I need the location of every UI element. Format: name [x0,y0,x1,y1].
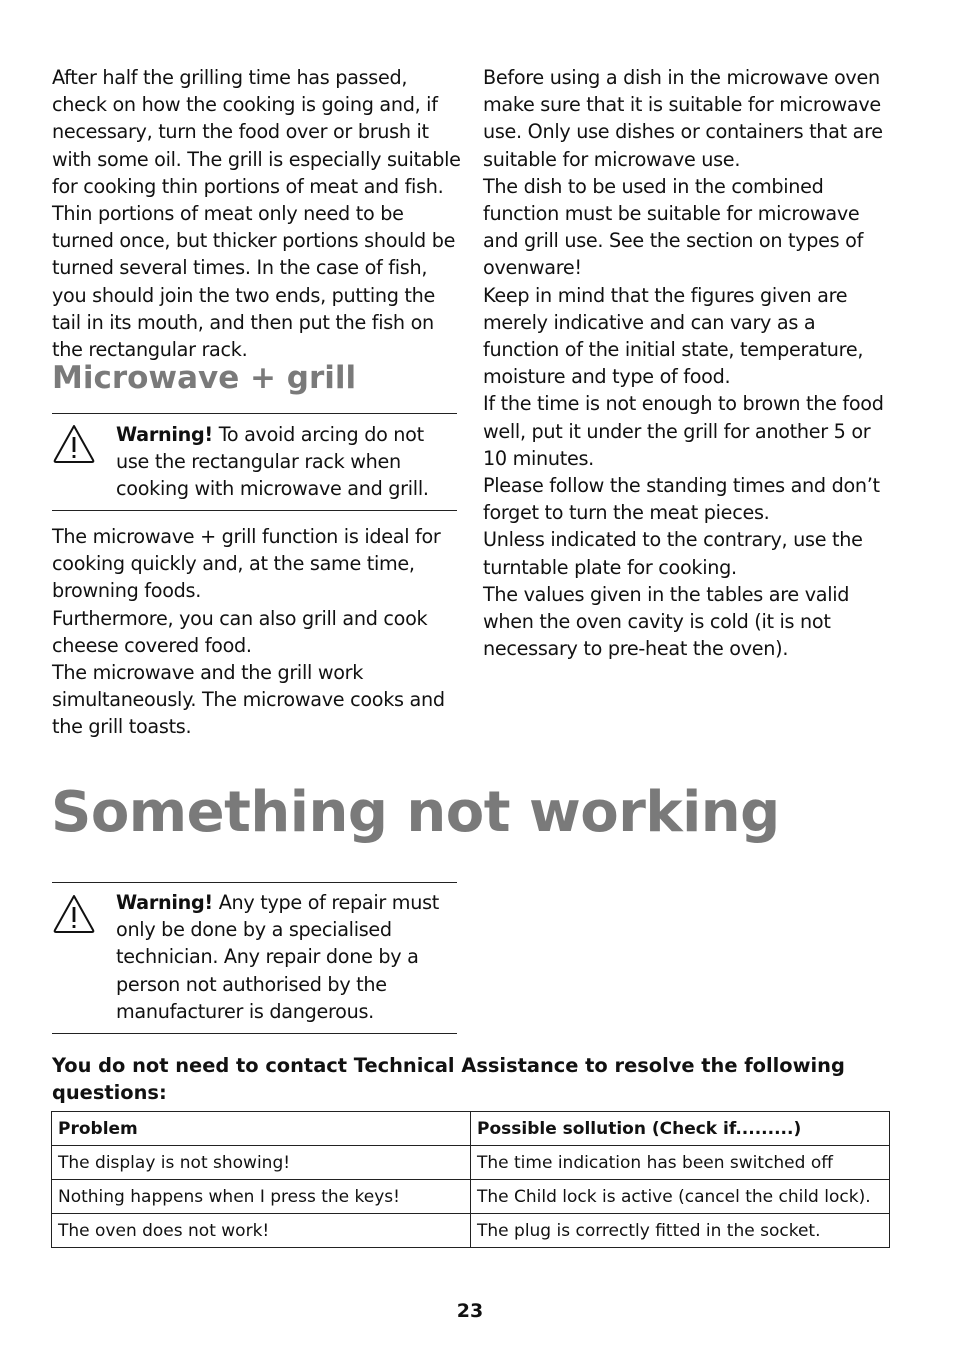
paragraph: The dish to be used in the combined function must be suitable for microwave and grill use. See the section on types of ovenware! [483,174,864,280]
paragraph-simultaneous: The microwave and the grill work simultaneously. The microwave cooks and the grill toasts. [52,661,445,739]
right-column [483,64,893,662]
solution-cell: The time indication has been switched off [471,1146,890,1180]
warning-label: Warning! [116,891,213,914]
paragraph: Unless indicated to the contrary, use the turntable plate for cooking. [483,528,863,579]
table-row [52,1146,890,1180]
warning-text-arcing [116,421,457,503]
table-header-row [52,1112,890,1146]
troubleshooting-table [51,1111,890,1248]
warning-message: Any type of repair must only be done by a specialised technician. Any repair done by a person not authorised by the manufacturer is dangerous. [116,891,439,1023]
warning-text-repair [116,889,457,1025]
table-row [52,1180,890,1214]
column-header-solution: Possible sollution (Check if.........) [471,1112,890,1146]
left-column [52,64,462,363]
page-number: 23 [456,1300,484,1322]
problem-cell: Nothing happens when I press the keys! [52,1180,471,1214]
paragraph: If the time is not enough to brown the food well, put it under the grill for another 5 or 10 minutes. [483,392,884,470]
problem-cell: The oven does not work! [52,1214,471,1248]
solution-cell: The plug is correctly fitted in the socket. [471,1214,890,1248]
column-header-problem: Problem [52,1112,471,1146]
troubleshooting-intro: You do not need to contact Technical Assistance to resolve the following questions: [52,1054,845,1104]
table-row [52,1214,890,1248]
left-column-lower [52,523,462,741]
paragraph-cheese: Furthermore, you can also grill and cook cheese covered food. [52,606,428,657]
warning-label: Warning! [116,423,213,446]
paragraph: The values given in the tables are valid when the oven cavity is cold (it is not necessary to pre-heat the oven). [483,582,850,661]
paragraph: Keep in mind that the figures given are merely indicative and can vary as a function of the initial state, temperature, moisture and type of food. [483,283,864,389]
paragraph-grilling: After half the grilling time has passed, check on how the cooking is going and, if necessary, turn the food over or brush it with some oil. The grill is especially suitable for cooking thin portions of meat and fish. Thin portions of meat only need to be turned once, but thicker portions should be turned several times. In the case of fish, you should join the two ends, putting the tail in its mouth, and then put the fish on the rectangular rack. [52,66,461,362]
paragraph: Please follow the standing times and don’t forget to turn the meat pieces. [483,474,880,525]
heading-microwave-grill: Microwave + grill [52,360,357,396]
paragraph-function-ideal: The microwave + grill function is ideal for cooking quickly and, at the same time, browning foods. [52,525,441,603]
warning-box-arcing [52,413,457,511]
solution-cell: The Child lock is active (cancel the child lock). [471,1180,890,1214]
warning-triangle-icon [52,892,96,940]
heading-something-not-working: Something not working [51,780,780,845]
warning-message: To avoid arcing do not use the rectangular rack when cooking with microwave and grill. [116,423,429,501]
problem-cell: The display is not showing! [52,1146,471,1180]
warning-box-repair [52,882,457,1034]
paragraph: Before using a dish in the microwave oven make sure that it is suitable for microwave use. Only use dishes or containers that are suitable for microwave use. [483,66,883,171]
warning-triangle-icon [52,422,96,470]
